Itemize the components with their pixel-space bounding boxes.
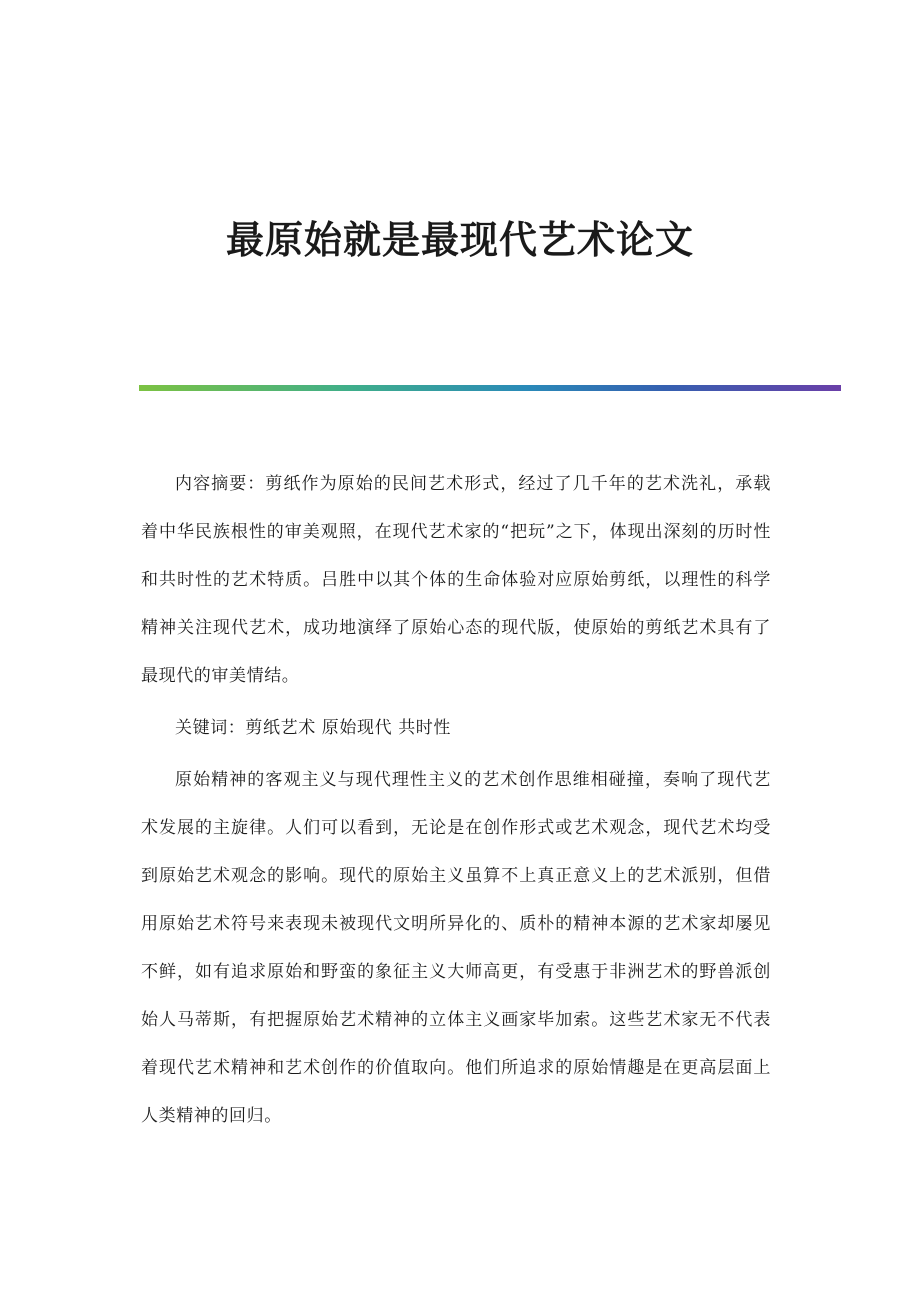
document-body — [141, 460, 771, 1144]
gradient-divider — [139, 385, 841, 391]
abstract-paragraph: 内容摘要：剪纸作为原始的民间艺术形式，经过了几千年的艺术洗礼，承载着中华民族根性的审美观照，在现代艺术家的“把玩”之下，体现出深刻的历时性和共时性的艺术特质。吕胜中以其个体的生命体验对应原始剪纸，以理性的科学精神关注现代艺术，成功地演绎了原始心态的现代版，使原始的剪纸艺术具有了最现代的审美情结。 — [141, 474, 771, 686]
document-title: 最原始就是最现代艺术论文 — [225, 217, 694, 262]
keywords-paragraph: 关键词：剪纸艺术 原始现代 共时性 — [175, 718, 452, 738]
body-paragraph: 原始精神的客观主义与现代理性主义的艺术创作思维相碰撞，奏响了现代艺术发展的主旋律。人们可以看到，无论是在创作形式或艺术观念，现代艺术均受到原始艺术观念的影响。现代的原始主义虽算不上真正意义上的艺术派别，但借用原始艺术符号来表现未被现代文明所异化的、质朴的精神本源的艺术家却屡见不鲜，如有追求原始和野蛮的象征主义大师高更，有受惠于非洲艺术的野兽派创始人马蒂斯，有把握原始艺术精神的立体主义画家毕加索。这些艺术家无不代表着现代艺术精神和艺术创作的价值取向。他们所追求的原始情趣是在更高层面上人类精神的回归。 — [141, 770, 771, 1126]
